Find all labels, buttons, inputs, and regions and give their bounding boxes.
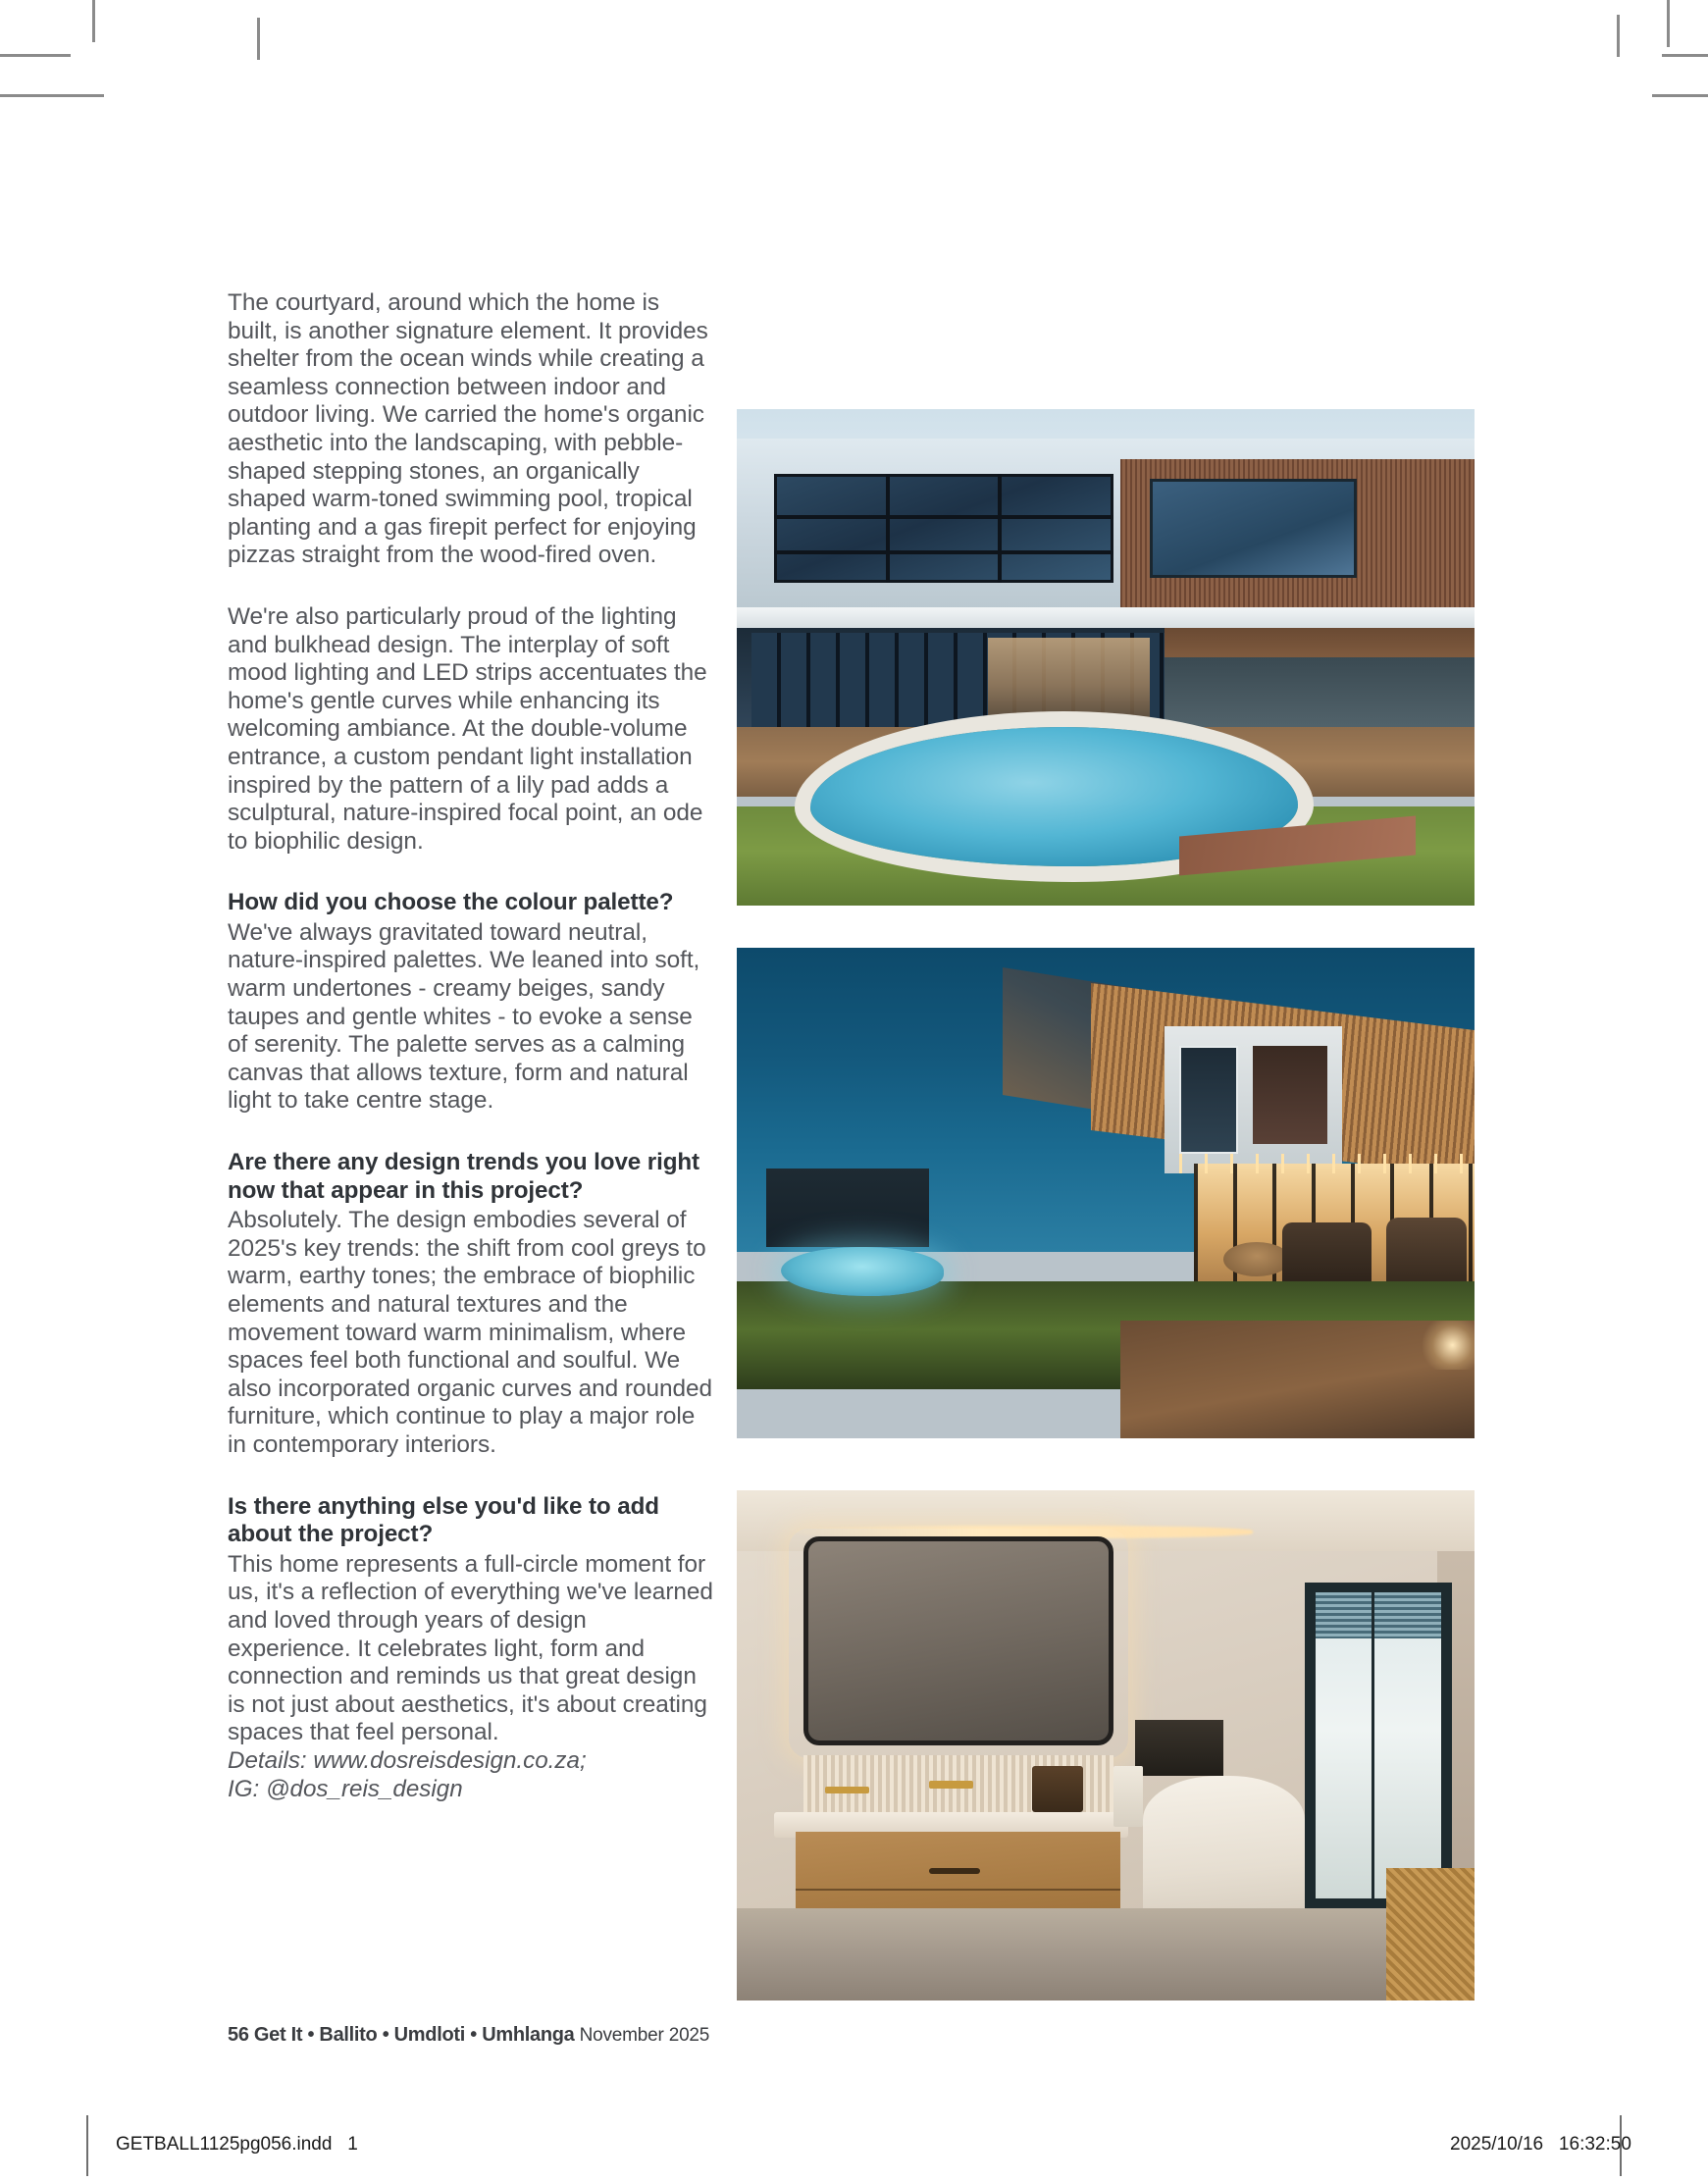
contact-instagram-line[interactable]: IG: @dos_reis_design bbox=[228, 1775, 463, 1802]
photo1-interior-glow bbox=[988, 638, 1150, 717]
slug-filename: GETBALL1125pg056.indd 1 bbox=[116, 2134, 358, 2155]
print-slug-bar bbox=[0, 2109, 1708, 2182]
qa-question-anything-else: Is there anything else you'd like to add about the project? bbox=[228, 1492, 659, 1548]
qa-answer-design-trends: Absolutely. The design embodies several of 2025's key trends: the shift from cool greys to warm, earthy tones; the embrace of biophilic elements and natural textures and the movement toward warm minimalism, where spaces feel both functional and soulful. We also incorporated organic curves and rounded furniture, which continue to play a major role in contemporary interiors. bbox=[228, 1207, 713, 1458]
crop-mark-top-right-horizontal-inner bbox=[1652, 94, 1708, 97]
crop-mark-top-right-horizontal-outer bbox=[1662, 54, 1708, 57]
crop-mark-top-left-horizontal-outer bbox=[0, 54, 71, 57]
qa-answer-colour-palette: We've always gravitated toward neutral, nature-inspired palettes. We leaned into soft, warm undertones - creamy beiges, sandy taupes and gentle whites - to evoke a sense of serenity. The palette serves as a calming canvas that allows texture, form and natural light to take centre stage. bbox=[228, 918, 700, 1115]
photo1-upper-window-right bbox=[1150, 479, 1357, 578]
image-exterior-dusk-deck bbox=[737, 948, 1475, 1438]
photo3-floor bbox=[737, 1908, 1475, 2000]
photo3-door-glazing bbox=[1316, 1592, 1441, 1898]
slug-rule-left bbox=[86, 2115, 88, 2176]
photo3-woven-chair bbox=[1386, 1868, 1475, 2000]
crop-mark-top-left-horizontal-inner bbox=[0, 94, 104, 97]
photo2-upper-window-left bbox=[1179, 1046, 1238, 1154]
photo3-hanging-towel bbox=[1113, 1766, 1143, 1827]
photo2-round-table bbox=[1223, 1242, 1290, 1276]
crop-mark-top-right-vertical-inner bbox=[1617, 15, 1620, 57]
photo3-toiletry-bottles bbox=[1032, 1766, 1084, 1812]
contact-website-line[interactable]: Details: www.dosreisdesign.co.za; bbox=[228, 1746, 587, 1774]
article-paragraph-1: The courtyard, around which the home is built, is another signature element. It provides shelter from the ocean winds while creating a seamless connection between indoor and outdoor living. We carried the home's organic aesthetic into the landscaping, with pebble-shaped stepping stones, an organically shaped warm-toned swimming pool, tropical planting and a gas firepit perfect for enjoying pizzas straight from the wood-fired oven. bbox=[228, 289, 708, 569]
photo3-vanity-drawer-line-1 bbox=[796, 1889, 1120, 1891]
photo2-illuminated-pool bbox=[781, 1247, 943, 1296]
photo2-upper-window-right bbox=[1253, 1046, 1326, 1144]
qa-answer-anything-else: This home represents a full-circle moment for us, it's a reflection of everything we've learned and loved through years of design experience. It celebrates light, form and connection and reminds us that great design is not just about aesthetics, it's about creating spaces that feel personal. bbox=[228, 1550, 713, 1746]
photo2-armchair-right bbox=[1386, 1218, 1468, 1291]
article-paragraph-2: We're also particularly proud of the lighting and bulkhead design. The interplay of soft mood lighting and LED strips accentuates the home's gentle curves while enhancing its welcoming ambiance. At the double-volume entrance, a custom pendant light installation inspired by the pattern of a lily pad adds a sculptural, nature-inspired focal point, an ode to biophilic design. bbox=[228, 602, 707, 855]
crop-mark-top-right-vertical-outer bbox=[1667, 0, 1670, 47]
photo1-upper-window-grid bbox=[774, 474, 1113, 583]
photo2-string-lights bbox=[1179, 1154, 1475, 1173]
qa-question-colour-palette: How did you choose the colour palette? bbox=[228, 889, 674, 916]
qa-block-design-trends bbox=[228, 1149, 715, 1460]
photo1-covered-patio bbox=[1165, 657, 1475, 737]
photo2-neighbouring-building bbox=[766, 1169, 928, 1247]
article-text-column bbox=[228, 289, 715, 1803]
crop-mark-top-left-vertical-inner bbox=[257, 18, 260, 60]
footer-issue-date: November 2025 bbox=[574, 2025, 710, 2046]
image-exterior-pool-daylight bbox=[737, 409, 1475, 906]
photo2-lens-flare bbox=[1416, 1321, 1475, 1370]
slug-timestamp: 2025/10/16 16:32:50 bbox=[1450, 2134, 1631, 2155]
photo3-drawer-handle-1 bbox=[929, 1868, 981, 1874]
photo3-brass-tap-right bbox=[929, 1781, 973, 1788]
photo3-wall-niche bbox=[1135, 1720, 1223, 1776]
footer-page-and-title: 56 Get It • Ballito • Umdloti • Umhlanga bbox=[228, 2024, 575, 2046]
photo3-door-louvres bbox=[1316, 1592, 1441, 1638]
contact-details bbox=[228, 1747, 715, 1803]
photo3-brass-tap-left bbox=[825, 1787, 869, 1793]
crop-mark-top-left-vertical-outer bbox=[92, 0, 95, 42]
photo3-mirror bbox=[803, 1536, 1113, 1745]
image-bathroom-interior bbox=[737, 1490, 1475, 2000]
qa-question-design-trends: Are there any design trends you love right now that appear in this project? bbox=[228, 1149, 700, 1204]
qa-block-colour-palette bbox=[228, 889, 715, 1116]
photo1-fascia-band bbox=[737, 607, 1475, 627]
page-footer bbox=[228, 2024, 709, 2047]
qa-block-anything-else bbox=[228, 1493, 715, 1747]
photo3-door-mullion bbox=[1372, 1592, 1374, 1898]
